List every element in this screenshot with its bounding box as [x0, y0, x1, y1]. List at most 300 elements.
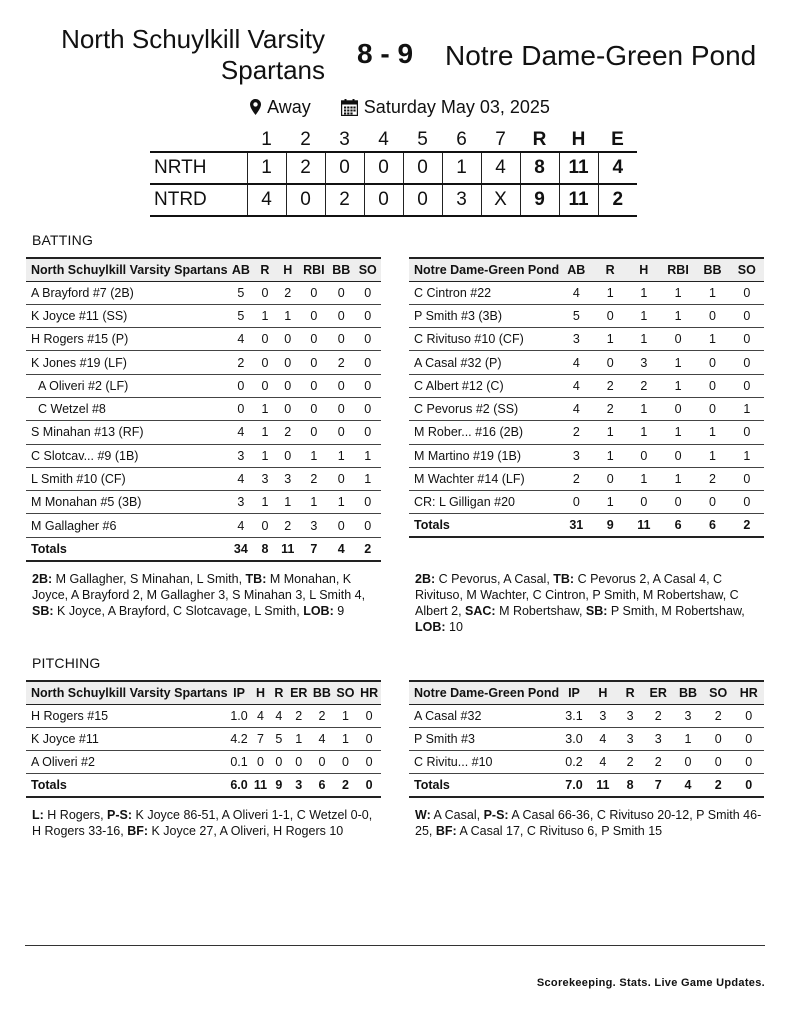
- game-date-text: Saturday May 03, 2025: [363, 96, 550, 117]
- stat-cell: 3: [589, 704, 617, 727]
- stat-column-header: H: [251, 681, 271, 704]
- stat-column-header: IP: [559, 681, 589, 704]
- stat-cell: 3: [627, 351, 661, 374]
- stat-cell: 0: [733, 751, 764, 774]
- stat-cell: 1.0: [228, 704, 251, 727]
- totals-cell: 2: [354, 537, 381, 560]
- totals-cell: 8: [617, 774, 644, 797]
- stat-cell: 1: [695, 281, 729, 304]
- stat-cell: 4: [270, 704, 287, 727]
- game-meta: [0, 96, 791, 118]
- player-name: H Rogers #15: [26, 704, 228, 727]
- stat-cell: 0: [228, 374, 254, 397]
- note-value: H Rogers,: [43, 808, 108, 822]
- location: [250, 97, 311, 118]
- player-name: M Gallagher #6: [26, 514, 228, 537]
- stat-cell: 1: [627, 304, 661, 327]
- pitching-row: [409, 704, 764, 727]
- stat-cell: 1: [593, 421, 626, 444]
- note-key: LOB:: [415, 620, 446, 634]
- total-runs: 9: [520, 184, 559, 216]
- batting-row: [26, 351, 381, 374]
- team-column-header: North Schuylkill Varsity Spartans: [26, 258, 228, 281]
- home-team-name-line1: North Schuylkill Varsity: [61, 24, 325, 54]
- note-value: 10: [445, 620, 463, 634]
- stat-cell: 2: [627, 374, 661, 397]
- batting-row: [26, 281, 381, 304]
- stat-cell: 0: [300, 397, 328, 420]
- stat-column-header: IP: [228, 681, 251, 704]
- stat-cell: 0: [695, 304, 729, 327]
- totals-cell: 3: [287, 774, 310, 797]
- stat-cell: 0: [276, 351, 300, 374]
- stat-cell: 2: [276, 281, 300, 304]
- stat-cell: 0: [730, 304, 764, 327]
- stat-cell: 5: [228, 304, 254, 327]
- stat-cell: 1: [730, 397, 764, 420]
- stat-column-header: R: [270, 681, 287, 704]
- stat-cell: 1: [593, 328, 626, 351]
- inning-runs: 0: [364, 152, 403, 184]
- stat-cell: 5: [228, 281, 254, 304]
- note-key: L:: [32, 808, 44, 822]
- stat-cell: 0: [354, 514, 381, 537]
- totals-label: Totals: [409, 774, 559, 797]
- stat-cell: 1: [627, 467, 661, 490]
- stat-cell: 2: [593, 374, 626, 397]
- totals-label: Totals: [26, 774, 228, 797]
- inning-header: 7: [495, 128, 506, 150]
- stat-cell: 2: [276, 514, 300, 537]
- stat-cell: 0: [357, 751, 381, 774]
- player-name: S Minahan #13 (RF): [26, 421, 228, 444]
- note-value: K Joyce 86-51, A Oliveri 1-1, C Wetzel 0-0, H Rogers 33-16,: [32, 808, 373, 838]
- stat-cell: 0: [661, 444, 696, 467]
- stat-cell: 0: [300, 328, 328, 351]
- totals-cell: 0: [733, 774, 764, 797]
- player-name: C Albert #12 (C): [409, 374, 559, 397]
- stat-cell: 0: [695, 397, 729, 420]
- stat-column-header: HR: [733, 681, 764, 704]
- totals-row: [409, 514, 764, 537]
- line-score-table: [150, 128, 637, 217]
- totals-cell: 7.0: [559, 774, 589, 797]
- player-name: A Casal #32: [409, 704, 559, 727]
- batting-table-home: [26, 257, 381, 562]
- batting-row: [409, 491, 764, 514]
- player-name: P Smith #3: [409, 727, 559, 750]
- final-score: 8 - 9: [356, 38, 414, 69]
- stat-cell: 2: [643, 704, 673, 727]
- stat-cell: 2: [559, 421, 593, 444]
- inning-runs: 4: [481, 152, 520, 184]
- stat-cell: 0: [730, 467, 764, 490]
- stat-cell: 2: [310, 704, 333, 727]
- stat-cell: 0: [300, 281, 328, 304]
- stat-cell: 0: [703, 727, 734, 750]
- totals-cell: 6.0: [228, 774, 251, 797]
- batting-row: [26, 467, 381, 490]
- stat-cell: 0.2: [559, 751, 589, 774]
- note-key: TB:: [245, 572, 267, 586]
- stat-cell: 1: [354, 467, 381, 490]
- stat-cell: 4.2: [228, 727, 251, 750]
- totals-cell: 2: [730, 514, 764, 537]
- stat-cell: 0: [354, 491, 381, 514]
- stat-cell: 0: [354, 328, 381, 351]
- stat-cell: 0: [328, 467, 354, 490]
- stat-cell: 2: [559, 467, 593, 490]
- stat-cell: 1: [276, 304, 300, 327]
- stat-column-header: H: [589, 681, 617, 704]
- stat-cell: 2: [617, 751, 644, 774]
- stat-cell: 4: [589, 751, 617, 774]
- totals-row: [26, 537, 381, 560]
- note-value: K Joyce 27, A Oliveri, H Rogers 10: [148, 824, 344, 838]
- note-key: W:: [415, 808, 431, 822]
- inning-runs: 0: [286, 184, 325, 216]
- stat-cell: 1: [695, 328, 729, 351]
- stat-cell: 1: [661, 351, 696, 374]
- pitching-row: [26, 727, 381, 750]
- pitching-notes-away: [415, 807, 767, 839]
- stat-cell: 0: [328, 328, 354, 351]
- stat-cell: 0: [593, 351, 626, 374]
- stat-column-header: SO: [334, 681, 358, 704]
- stat-cell: 0: [328, 397, 354, 420]
- player-name: M Monahan #5 (3B): [26, 491, 228, 514]
- stat-cell: 1: [593, 444, 626, 467]
- stat-cell: 4: [559, 397, 593, 420]
- stat-cell: 0: [328, 281, 354, 304]
- map-pin-icon: [250, 99, 261, 115]
- stat-cell: 0: [627, 491, 661, 514]
- calendar-icon: [341, 99, 358, 116]
- away-team-name: Notre Dame-Green Pond: [445, 40, 757, 71]
- pitching-row: [26, 704, 381, 727]
- totals-cell: 4: [328, 537, 354, 560]
- stat-cell: 1: [334, 727, 358, 750]
- stat-cell: 0: [334, 751, 358, 774]
- stat-cell: 2: [228, 351, 254, 374]
- stat-cell: 3.0: [559, 727, 589, 750]
- pitching-header-row: [26, 681, 381, 704]
- stat-cell: 0: [354, 351, 381, 374]
- stat-cell: 0: [228, 397, 254, 420]
- player-name: C Rivitu... #10: [409, 751, 559, 774]
- totals-cell: 11: [276, 537, 300, 560]
- stat-cell: 1: [695, 444, 729, 467]
- stat-cell: 0: [254, 374, 276, 397]
- stat-cell: 0.1: [228, 751, 251, 774]
- stat-cell: 1: [661, 374, 696, 397]
- stat-column-header: HR: [357, 681, 381, 704]
- stat-column-header: H: [276, 258, 300, 281]
- note-value: M Robertshaw,: [495, 604, 586, 618]
- totals-cell: 8: [254, 537, 276, 560]
- player-name: K Joyce #11: [26, 727, 228, 750]
- inning-runs: X: [481, 184, 520, 216]
- stat-column-header: BB: [673, 681, 703, 704]
- stat-cell: 0: [695, 374, 729, 397]
- batting-row: [409, 467, 764, 490]
- stat-cell: 1: [276, 491, 300, 514]
- stat-cell: 0: [310, 751, 333, 774]
- stat-cell: 3: [559, 328, 593, 351]
- inning-header: 2: [300, 128, 311, 150]
- totals-cell: 11: [589, 774, 617, 797]
- inning-runs: 2: [325, 184, 364, 216]
- stat-cell: 4: [559, 351, 593, 374]
- stat-cell: 1: [661, 467, 696, 490]
- note-value: A Casal 66-36, C Rivituso 20-12, P Smith 46-25,: [415, 808, 762, 838]
- note-key: SB:: [32, 604, 54, 618]
- stat-cell: 0: [730, 328, 764, 351]
- batting-section-label: BATTING: [32, 232, 94, 248]
- stat-cell: 0: [287, 751, 310, 774]
- batting-row: [409, 281, 764, 304]
- note-key: BF:: [127, 824, 149, 838]
- note-key: P-S:: [107, 808, 133, 822]
- stat-cell: 1: [328, 444, 354, 467]
- line-score-header: [150, 128, 637, 152]
- stat-cell: 0: [328, 514, 354, 537]
- totals-cell: 2: [703, 774, 734, 797]
- batting-row: [26, 328, 381, 351]
- stat-cell: 1: [661, 281, 696, 304]
- player-name: C Wetzel #8: [26, 397, 228, 420]
- player-name: A Brayford #7 (2B): [26, 281, 228, 304]
- player-name: C Slotcav... #9 (1B): [26, 444, 228, 467]
- inning-header: 1: [261, 128, 272, 150]
- inning-runs: 0: [403, 152, 442, 184]
- player-name: A Oliveri #2: [26, 751, 228, 774]
- stat-column-header: BB: [328, 258, 354, 281]
- line-score-row: [150, 152, 637, 184]
- stat-cell: 4: [559, 281, 593, 304]
- stat-cell: 0: [730, 351, 764, 374]
- stat-cell: 2: [593, 397, 626, 420]
- batting-row: [409, 304, 764, 327]
- note-value: M Gallagher, S Minahan, L Smith,: [52, 572, 246, 586]
- totals-cell: 0: [357, 774, 381, 797]
- batting-row: [409, 421, 764, 444]
- player-name: L Smith #10 (CF): [26, 467, 228, 490]
- player-name: M Martino #19 (1B): [409, 444, 559, 467]
- total-hits: 11: [559, 152, 598, 184]
- totals-cell: 2: [334, 774, 358, 797]
- stat-cell: 2: [703, 704, 734, 727]
- stat-cell: 0: [661, 328, 696, 351]
- stat-cell: 1: [300, 444, 328, 467]
- inning-runs: 3: [442, 184, 481, 216]
- player-name: C Cintron #22: [409, 281, 559, 304]
- inning-header: 3: [339, 128, 350, 150]
- stat-cell: 4: [228, 514, 254, 537]
- stat-cell: 0: [593, 304, 626, 327]
- stat-cell: 3: [673, 704, 703, 727]
- stat-column-header: ER: [287, 681, 310, 704]
- player-name: K Joyce #11 (SS): [26, 304, 228, 327]
- note-value: P Smith, M Robertshaw,: [607, 604, 745, 618]
- stat-column-header: BB: [695, 258, 729, 281]
- batting-row: [409, 444, 764, 467]
- stat-cell: 0: [251, 751, 271, 774]
- stat-cell: 1: [661, 421, 696, 444]
- note-value: A Casal,: [430, 808, 484, 822]
- stat-cell: 0: [730, 421, 764, 444]
- totals-cell: 11: [627, 514, 661, 537]
- team-column-header: Notre Dame-Green Pond: [409, 681, 559, 704]
- stat-cell: 4: [589, 727, 617, 750]
- stat-cell: 0: [254, 351, 276, 374]
- stat-cell: 4: [251, 704, 271, 727]
- batting-row: [409, 374, 764, 397]
- batting-row: [26, 444, 381, 467]
- stat-cell: 0: [276, 328, 300, 351]
- stat-cell: 0: [254, 328, 276, 351]
- stat-cell: 3: [228, 491, 254, 514]
- pitching-row: [409, 727, 764, 750]
- stat-cell: 1: [661, 304, 696, 327]
- stat-cell: 3: [617, 727, 644, 750]
- stat-cell: 0: [354, 374, 381, 397]
- stat-cell: 1: [627, 328, 661, 351]
- stat-cell: 1: [593, 281, 626, 304]
- stat-column-header: AB: [559, 258, 593, 281]
- stat-cell: 3: [559, 444, 593, 467]
- batting-row: [26, 304, 381, 327]
- stat-cell: 1: [354, 444, 381, 467]
- batting-row: [26, 374, 381, 397]
- batting-header-row: [409, 258, 764, 281]
- stat-cell: 0: [703, 751, 734, 774]
- home-team-name: [20, 24, 325, 86]
- stat-cell: 7: [251, 727, 271, 750]
- player-name: A Casal #32 (P): [409, 351, 559, 374]
- player-name: P Smith #3 (3B): [409, 304, 559, 327]
- stat-cell: 0: [354, 304, 381, 327]
- totals-cell: 7: [643, 774, 673, 797]
- stat-cell: 0: [357, 704, 381, 727]
- player-name: C Pevorus #2 (SS): [409, 397, 559, 420]
- totals-cell: 7: [300, 537, 328, 560]
- stat-cell: 0: [354, 281, 381, 304]
- stat-cell: 1: [328, 491, 354, 514]
- totals-cell: 31: [559, 514, 593, 537]
- runs-header: R: [532, 128, 547, 150]
- hits-header: H: [571, 128, 586, 150]
- note-value: C Pevorus 2, A Casal 4, C Rivituso, M Wachter, C Cintron, P Smith, M Robertshaw, C Albert 2,: [415, 572, 739, 618]
- stat-cell: 0: [328, 421, 354, 444]
- stat-cell: 0: [254, 281, 276, 304]
- line-score-team: NRTH: [150, 152, 247, 184]
- stat-cell: 0: [328, 374, 354, 397]
- player-name: K Jones #19 (LF): [26, 351, 228, 374]
- stat-cell: 1: [673, 727, 703, 750]
- stat-cell: 1: [254, 397, 276, 420]
- stat-cell: 1: [254, 421, 276, 444]
- totals-label: Totals: [409, 514, 559, 537]
- player-name: CR: L Gilligan #20: [409, 491, 559, 514]
- inning-runs: 0: [403, 184, 442, 216]
- stat-column-header: RBI: [300, 258, 328, 281]
- batting-row: [409, 328, 764, 351]
- game-date: [341, 97, 550, 118]
- stat-cell: 0: [627, 444, 661, 467]
- note-value: A Casal 17, C Rivituso 6, P Smith 15: [456, 824, 663, 838]
- stat-column-header: R: [617, 681, 644, 704]
- total-errors: 2: [612, 189, 624, 210]
- stat-cell: 1: [730, 444, 764, 467]
- stat-cell: 0: [354, 397, 381, 420]
- stat-cell: 0: [357, 727, 381, 750]
- stat-cell: 1: [254, 491, 276, 514]
- total-errors: 4: [612, 157, 624, 178]
- player-name: A Oliveri #2 (LF): [26, 374, 228, 397]
- stat-cell: 3.1: [559, 704, 589, 727]
- stat-cell: 1: [695, 421, 729, 444]
- stat-column-header: R: [593, 258, 626, 281]
- stat-cell: 0: [730, 374, 764, 397]
- totals-row: [26, 774, 381, 797]
- batting-notes-home: [32, 571, 384, 619]
- stat-cell: 1: [627, 397, 661, 420]
- stat-cell: 0: [661, 491, 696, 514]
- stat-cell: 3: [276, 467, 300, 490]
- batting-row: [26, 514, 381, 537]
- pitching-section-label: PITCHING: [32, 655, 101, 671]
- totals-cell: 6: [695, 514, 729, 537]
- stat-cell: 0: [673, 751, 703, 774]
- stat-cell: 0: [300, 304, 328, 327]
- stat-column-header: RBI: [661, 258, 696, 281]
- stat-cell: 0: [276, 374, 300, 397]
- errors-header: E: [611, 128, 624, 150]
- stat-cell: 5: [559, 304, 593, 327]
- stat-cell: 3: [617, 704, 644, 727]
- stat-column-header: R: [254, 258, 276, 281]
- stat-column-header: BB: [310, 681, 333, 704]
- location-text: Away: [267, 96, 311, 117]
- stat-column-header: SO: [354, 258, 381, 281]
- pitching-table-home: [26, 680, 381, 798]
- stat-cell: 3: [300, 514, 328, 537]
- note-key: LOB:: [303, 604, 334, 618]
- stat-cell: 0: [661, 397, 696, 420]
- stat-cell: 1: [627, 281, 661, 304]
- totals-cell: 6: [310, 774, 333, 797]
- team-column-header: Notre Dame-Green Pond: [409, 258, 559, 281]
- total-runs: 8: [520, 152, 559, 184]
- pitching-table-away: [409, 680, 764, 798]
- inning-header: 5: [417, 128, 428, 150]
- note-value: M Monahan, K Joyce, A Brayford 2, M Gallagher 3, S Minahan 3, L Smith 4,: [32, 572, 366, 602]
- stat-cell: 0: [695, 491, 729, 514]
- totals-cell: 6: [661, 514, 696, 537]
- stat-cell: 2: [276, 421, 300, 444]
- note-key: 2B:: [415, 572, 436, 586]
- note-value: 9: [333, 604, 345, 618]
- stat-cell: 2: [695, 467, 729, 490]
- stat-cell: 3: [228, 444, 254, 467]
- line-score-corner: [150, 128, 247, 152]
- note-key: P-S:: [483, 808, 509, 822]
- batting-row: [26, 491, 381, 514]
- inning-runs: 1: [247, 152, 286, 184]
- pitching-row: [409, 751, 764, 774]
- total-hits: 11: [559, 184, 598, 216]
